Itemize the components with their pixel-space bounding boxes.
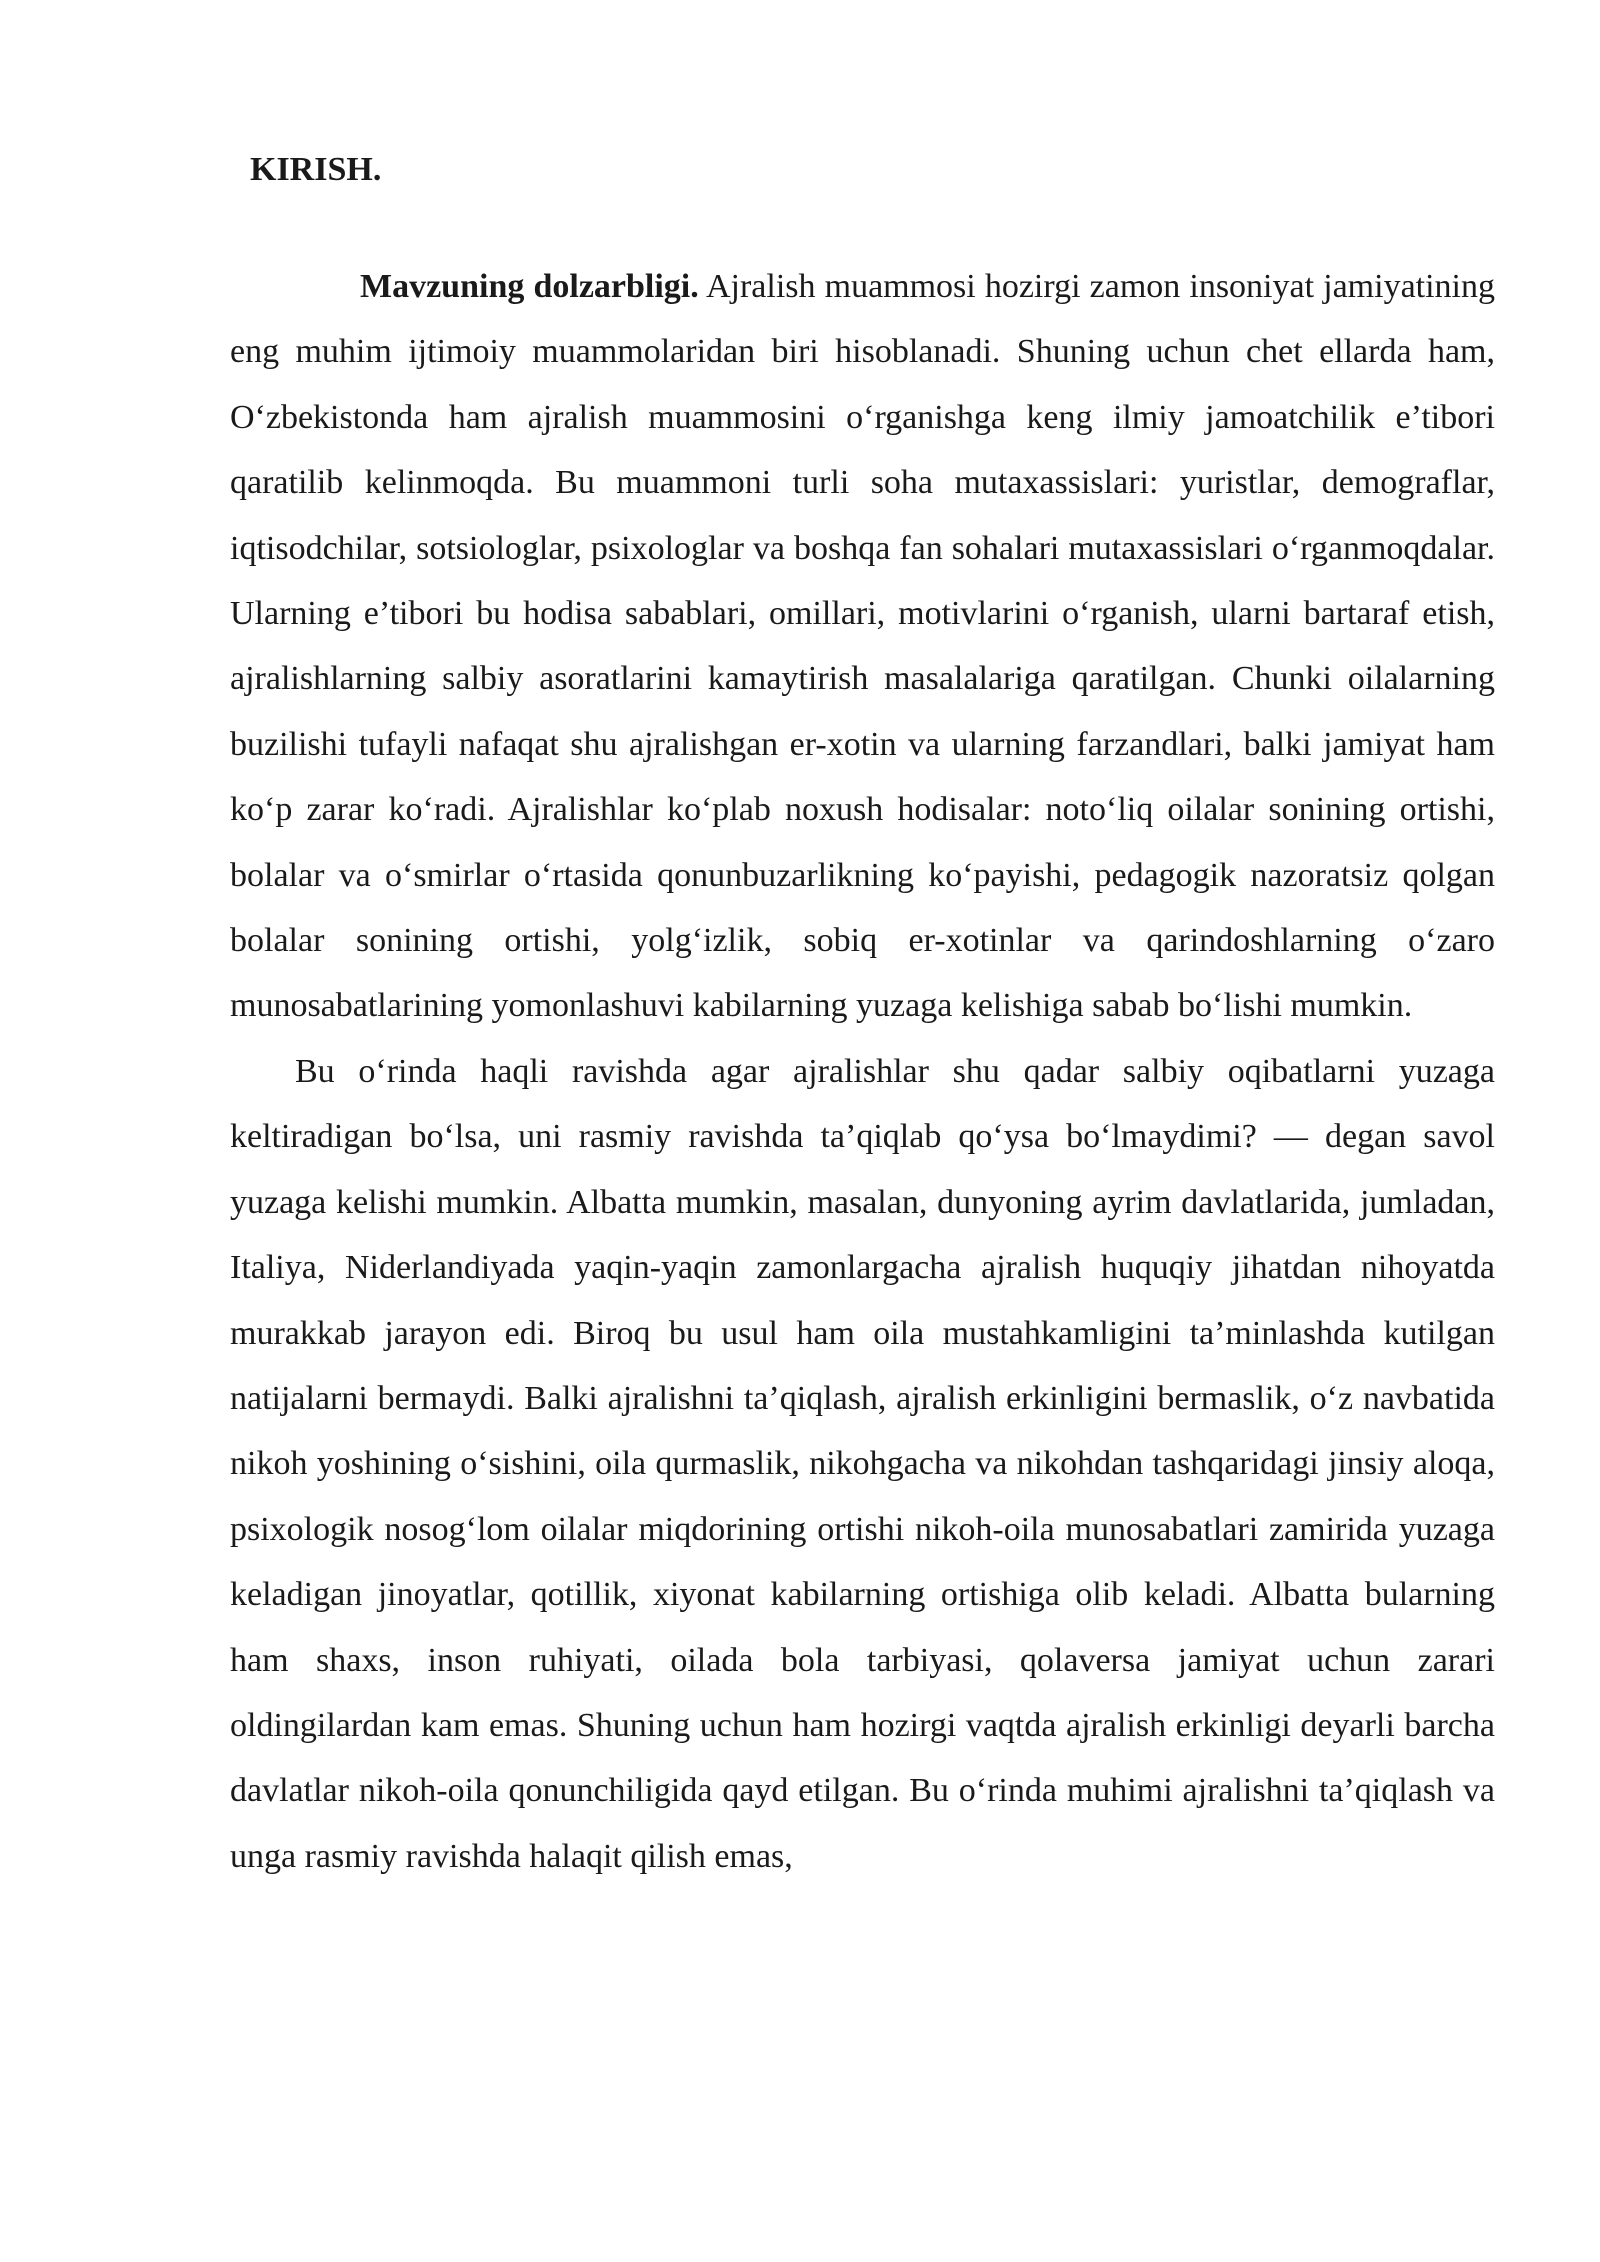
paragraph-relevance xyxy=(230,254,1495,1039)
paragraph-lead: Mavzuning dolzarbligi. xyxy=(360,268,699,305)
document-body xyxy=(230,254,1495,1889)
section-heading: KIRISH. xyxy=(250,151,382,188)
paragraph-text: Ajralish muammosi hozirgi zamon insoniyat jamiyatining eng muhim ijtimoiy muammolaridan biri hisoblanadi. Shuning uchun chet ellarda ham, O‘zbekistonda ham ajralish muammosini o‘rganishga keng ilmiy jamoatchilik e’tibori qaratilib kelinmoqda. Bu muammoni turli soha mutaxassislari: yuristlar, demograflar, iqtisodchilar, sotsiologlar, psixologlar va boshqa fan sohalari mutaxassislari o‘rganmoqdalar. Ularning e’tibori bu hodisa sabablari, omillari, motivlarini o‘rganish, ularni bartaraf etish, ajralishlarning salbiy asoratlarini kamaytirish masalalariga qaratilgan. Chunki oilalarning buzilishi tufayli nafaqat shu ajralishgan er-xotin va ularning farzandlari, balki jamiyat ham ko‘p zarar ko‘radi. Ajralishlar ko‘plab noxush hodisalar: noto‘liq oilalar sonining ortishi, bolalar va o‘smirlar o‘rtasida qonunbuzarlikning ko‘payishi, pedagogik nazoratsiz qolgan bolalar sonining ortishi, yolg‘izlik, sobiq er-xotinlar va qarindoshlarning o‘zaro munosabatlarining yomonlashuvi kabilarning yuzaga kelishiga sabab bo‘lishi mumkin. xyxy=(230,268,1496,1025)
paragraph-question: Bu o‘rinda haqli ravishda agar ajralishlar shu qadar salbiy oqibatlarni yuzaga keltiradigan bo‘lsa, uni rasmiy ravishda ta’qiqlab qo‘ysa bo‘lmaydimi? — degan savol yuzaga kelishi mumkin. Albatta mumkin, masalan, dunyoning ayrim davlatlarida, jumladan, Italiya, Niderlandiyada yaqin-yaqin zamonlargacha ajralish huquqiy jihatdan nihoyatda murakkab jarayon edi. Biroq bu usul ham oila mustahkamligini ta’minlashda kutilgan natijalarni bermaydi. Balki ajralishni ta’qiqlash, ajralish erkinligini bermaslik, o‘z navbatida nikoh yoshining o‘sishini, oila qurmaslik, nikohgacha va nikohdan tashqaridagi jinsiy aloqa, psixologik nosog‘lom oilalar miqdorining ortishi nikoh-oila munosabatlari zamirida yuzaga keladigan jinoyatlar, qotillik, xiyonat kabilarning ortishiga olib keladi. Albatta bularning ham shaxs, inson ruhiyati, oilada bola tarbiyasi, qolaversa jamiyat uchun zarari oldingilardan kam emas. Shuning uchun ham hozirgi vaqtda ajralish erkinligi deyarli barcha davlatlar nikoh-oila qonunchiligida qayd etilgan. Bu o‘rinda muhimi ajralishni ta’qiqlash va unga rasmiy ravishda halaqit qilish emas, xyxy=(230,1052,1495,1875)
